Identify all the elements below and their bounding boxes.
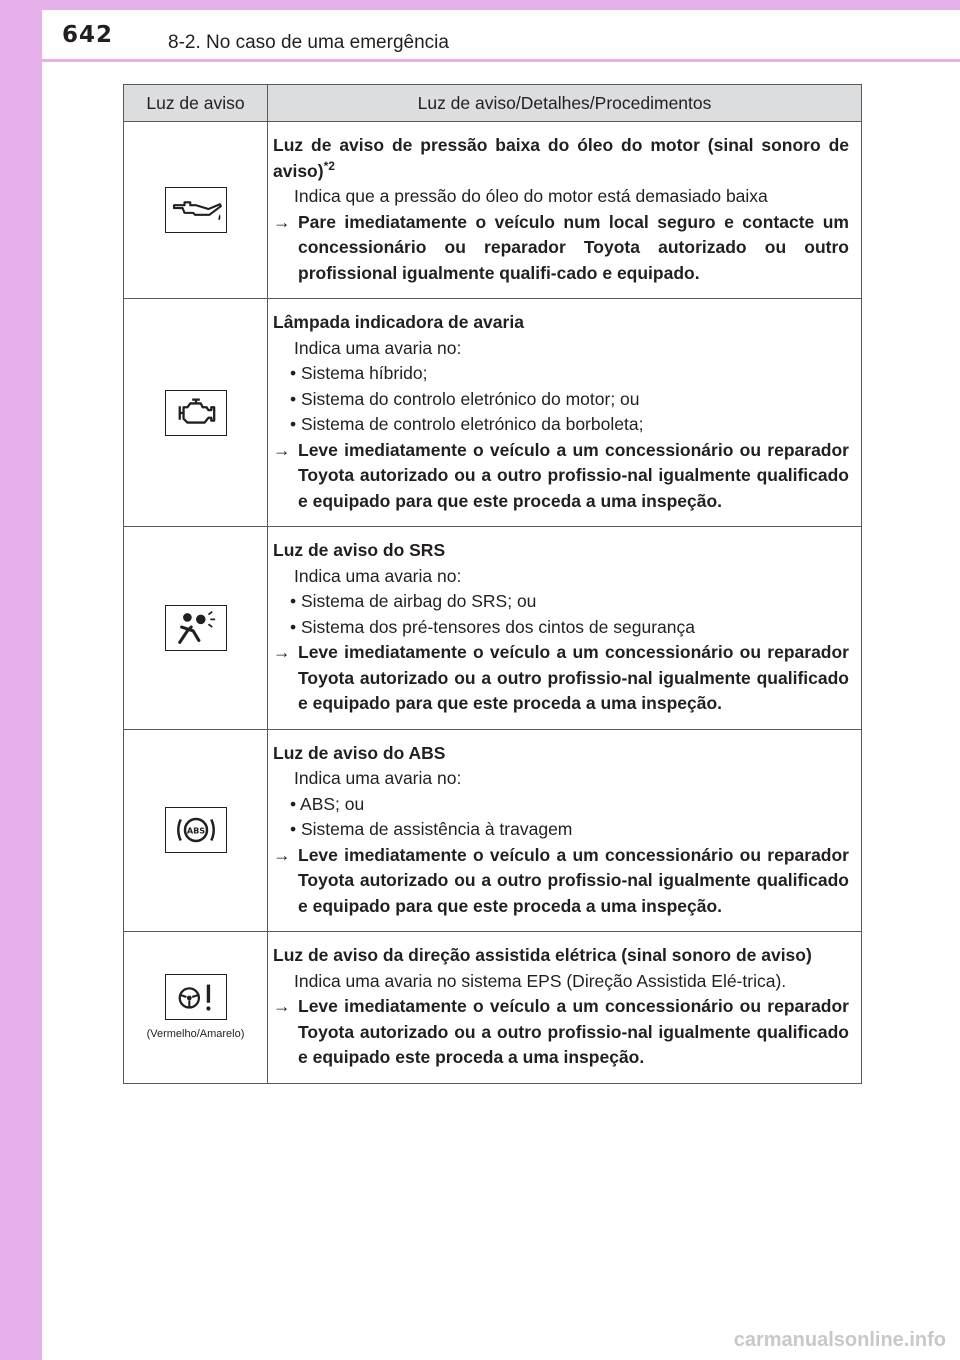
srs-airbag-icon [165, 605, 227, 651]
icon-cell [124, 527, 268, 730]
list-item-text: Sistema de assistência à travagem [301, 819, 573, 839]
table-row [124, 932, 862, 1084]
entry-title: Luz de aviso do ABS [273, 742, 446, 763]
entry-action [273, 843, 849, 920]
arrow-icon: → [273, 996, 291, 1016]
eps-warning-icon [165, 974, 227, 1020]
column-header-light: Luz de aviso [124, 85, 268, 122]
oil-pressure-icon [165, 187, 227, 233]
section-title: 8-2. No caso de uma emergência [168, 32, 449, 53]
entry-title: Luz de aviso do SRS [273, 540, 446, 560]
icon-cell [124, 299, 268, 527]
list-item: • Sistema híbrido; [290, 363, 428, 383]
arrow-icon: → [273, 211, 291, 232]
list-item-text: Sistema de airbag do SRS; ou [301, 591, 537, 611]
entry-title-text: Luz de aviso de pressão baixa do óleo do motor (sinal sonoro de aviso) [273, 135, 849, 181]
table-row [124, 527, 862, 730]
icon-cell [124, 932, 268, 1084]
icon-cell [124, 729, 268, 932]
abs-icon-text: ABS [186, 825, 205, 836]
column-header-details: Luz de aviso/Detalhes/Procedimentos [268, 85, 862, 122]
icon-cell [124, 122, 268, 299]
footnote-mark: *2 [323, 158, 335, 173]
entry-action-text: Pare imediatamente o veículo num local seguro e contacte um concessionário ou reparador Toyota autorizado ou outro profissional igualmente qualifi-cado e equipado. [298, 211, 849, 283]
entry-action [273, 438, 849, 515]
list-item-text: ABS; ou [300, 793, 365, 814]
details-cell [268, 729, 862, 932]
entry-detail: Indica uma avaria no: [294, 768, 462, 788]
watermark: carmanualsonline.info [733, 1329, 946, 1351]
table-row [124, 299, 862, 527]
side-tab-strip [0, 0, 42, 1360]
list-item: • Sistema de airbag do SRS; ou [290, 591, 537, 611]
list-item: • Sistema dos pré-tensores dos cintos de segurança [290, 616, 695, 637]
entry-detail: Indica uma avaria no: [294, 337, 462, 358]
entry-action [273, 210, 849, 287]
arrow-icon: → [273, 844, 291, 865]
entry-title: Luz de aviso da direção assistida elétrica (sinal sonoro de aviso) [273, 945, 812, 965]
arrow-icon: → [273, 642, 291, 662]
table-header-row [124, 85, 862, 122]
icon-caption: (Vermelho/Amarelo) [146, 1028, 245, 1041]
entry-action-text: Leve imediatamente o veículo a um concessionário ou reparador Toyota autorizado ou a outro profissio-nal igualmente qualificado e equipado para que este proceda a uma inspeção. [298, 439, 849, 511]
list-item: • ABS; ou [290, 793, 365, 814]
entry-action-text: Leve imediatamente o veículo a um concessionário ou reparador Toyota autorizado ou a outro profissio-nal igualmente qualificado e equipado este proceda a uma inspeção. [298, 996, 849, 1067]
top-color-band [42, 0, 960, 10]
list-item: • Sistema de assistência à travagem [290, 819, 573, 839]
table-row [124, 729, 862, 932]
entry-detail: Indica uma avaria no: [294, 565, 462, 586]
entry-action-text: Leve imediatamente o veículo a um concessionário ou reparador Toyota autorizado ou a outro profissio-nal igualmente qualificado e equipado para que este proceda a uma inspeção. [298, 642, 849, 713]
details-cell [268, 932, 862, 1084]
abs-icon [165, 807, 227, 853]
details-cell [268, 299, 862, 527]
entry-detail: Indica uma avaria no sistema EPS (Direção Assistida Elé-trica). [294, 970, 787, 991]
entry-action [273, 994, 849, 1071]
list-item-text: Sistema de controlo eletrónico da borboleta; [301, 414, 644, 434]
list-item: • Sistema do controlo eletrónico do motor; ou [290, 388, 640, 409]
entry-title: Lâmpada indicadora de avaria [273, 312, 524, 332]
header-rule [42, 59, 960, 62]
entry-title [273, 133, 849, 184]
engine-malfunction-icon [165, 390, 227, 436]
page-number: 642 [62, 22, 114, 48]
entry-action [273, 640, 849, 717]
list-item-text: Sistema dos pré-tensores dos cintos de segurança [301, 616, 695, 637]
list-item-text: Sistema do controlo eletrónico do motor; ou [301, 388, 640, 409]
entry-action-text: Leve imediatamente o veículo a um concessionário ou reparador Toyota autorizado ou a outro profissio-nal igualmente qualificado e equipado para que este proceda a uma inspeção. [298, 844, 849, 916]
entry-detail: Indica que a pressão do óleo do motor está demasiado baixa [294, 186, 768, 206]
warning-lights-table [123, 84, 862, 1084]
list-item-text: Sistema híbrido; [301, 363, 428, 383]
details-cell [268, 527, 862, 730]
list-item: • Sistema de controlo eletrónico da borboleta; [290, 414, 644, 434]
table-row [124, 122, 862, 299]
arrow-icon: → [273, 439, 291, 460]
details-cell [268, 122, 862, 299]
